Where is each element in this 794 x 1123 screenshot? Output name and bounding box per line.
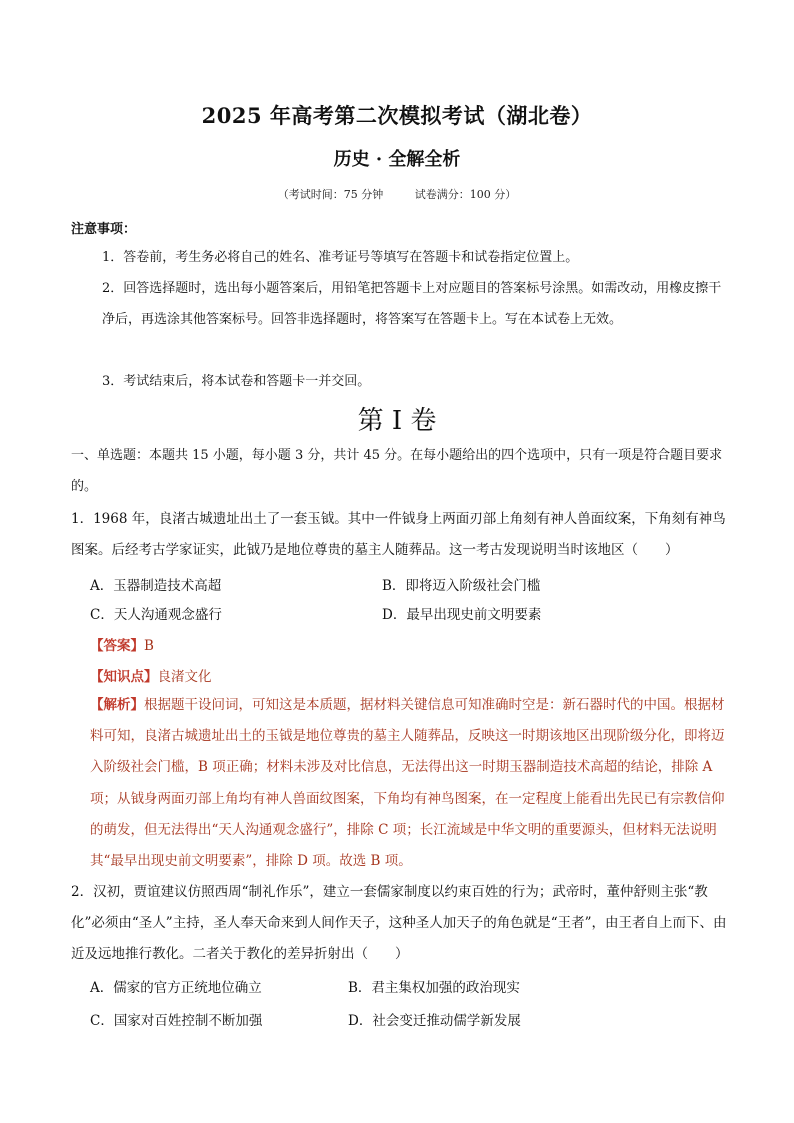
notice-item-1: 1．答卷前，考生务必将自己的姓名、准考证号等填写在答题卡和试卷指定位置上。 <box>102 250 579 265</box>
question-1-analysis <box>90 690 725 877</box>
knowledge-label: 【知识点】 <box>90 669 158 685</box>
question-2-stem: 2．汉初，贾谊建议仿照西周“制礼作乐”，建立一套儒家制度以约束百姓的行为；武帝时，董仲舒则主张“教化”必须由“圣人”主持，圣人奉天命来到人间作天子，这种圣人加天子的角色就是“王者”，由王者自上而下、由近及远地推行教化。二者关于教化的差异折射出（ ） <box>71 884 727 962</box>
notice-item-2-text: 2．回答选择题时，选出每小题答案后，用铅笔把答题卡上对应题目的答案标号涂黑。如需改动，用橡皮擦干净后，再选涂其他答案标号。回答非选择题时，将答案写在答题卡上。写在本试卷上无效。 <box>102 281 722 327</box>
question-1-option-c: C．天人沟通观念盛行 <box>90 607 222 623</box>
question-2-option-b: B．君主集权加强的政治现实 <box>348 980 520 996</box>
question-1-option-b: B．即将迈入阶级社会门槛 <box>382 578 541 594</box>
answer-value: B <box>144 638 154 654</box>
exam-info <box>0 186 794 202</box>
question-1-stem: 1．1968 年，良渚古城遗址出土了一套玉钺。其中一件钺身上两面刃部上角刻有神人兽面纹案，下角刻有神鸟图案。后经考古学家证实，此钺乃是地位尊贵的墓主人随葬品。这一考古发现说明当时该地区（ ） <box>71 511 726 558</box>
analysis-text: 根据题干设问词，可知这是本质题，据材料关键信息可知准确时空是：新石器时代的中国。根据材料可知，良渚古城遗址出土的玉钺是地位尊贵的墓主人随葬品，反映这一时期该地区出现阶级分化，即将迈入阶级社会门槛，B 项正确；材料未涉及对比信息，无法得出这一时期玉器制造技术高超的结论，排除 A 项；从钺身两面刃部上角均有神人兽面纹图案，下角均有神鸟图案，在一定程度上能看出先民已有宗教信仰的萌发，但无法得出“天人沟通观念盛行”，排除 C 项；长江流域是中华文明的重要源头，但材料无法说明其“最早出现史前文明要素”，排除 D 项。故选 B 项。 <box>90 697 725 870</box>
question-2-option-a: A．儒家的官方正统地位确立 <box>90 980 262 996</box>
question-2-option-c: C．国家对百姓控制不断加强 <box>90 1013 263 1029</box>
question-1-option-a: A．玉器制造技术高超 <box>90 578 222 594</box>
notice-item-3: 3．考试结束后，将本试卷和答题卡一并交回。 <box>102 374 371 389</box>
question-1-answer <box>90 634 154 654</box>
question-1-knowledge <box>90 665 212 685</box>
exam-time: （考试时间：75 分钟 <box>277 188 384 201</box>
page-subtitle: 历史 · 全解全析 <box>333 149 461 170</box>
notice-item-2 <box>102 273 727 335</box>
section-description: 一、单选题：本题共 15 小题，每小题 3 分，共计 45 分。在每小题给出的四个选项中，只有一项是符合题目要求的。 <box>71 448 723 494</box>
question-1-option-d: D．最早出现史前文明要素 <box>382 607 542 623</box>
question-2-option-d: D．社会变迁推动儒学新发展 <box>348 1013 521 1029</box>
notice-heading: 注意事项： <box>71 222 137 237</box>
section-title: 第 I 卷 <box>357 406 437 436</box>
page-title: 2025 年高考第二次模拟考试（湖北卷） <box>201 103 593 128</box>
answer-label: 【答案】 <box>90 638 144 654</box>
exam-score: 试卷满分：100 分） <box>414 188 517 201</box>
knowledge-value: 良渚文化 <box>157 669 212 685</box>
analysis-label: 【解析】 <box>90 697 144 713</box>
